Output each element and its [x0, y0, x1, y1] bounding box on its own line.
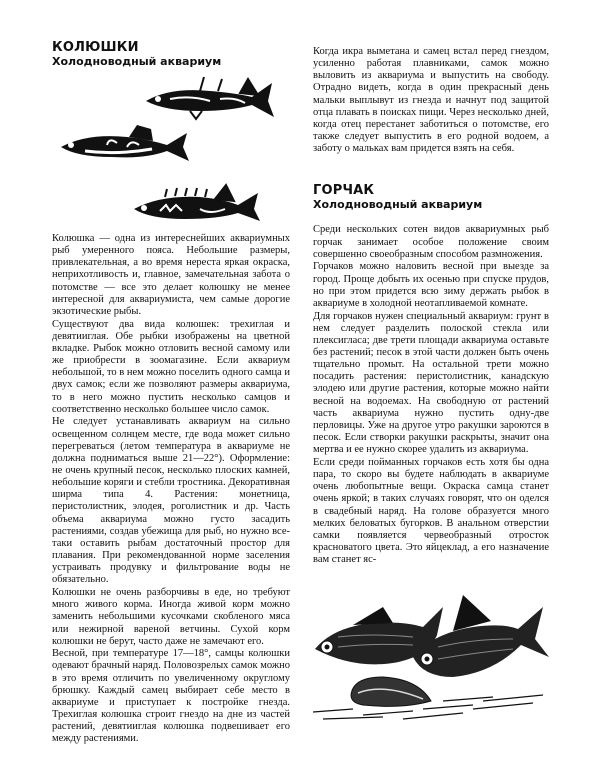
- paragraph: Для горчаков нужен специальный аквариум: грунт в нем следует разделить полоской стекла или плексигласа; две трети площади аквариума оставьте без растений; песок в этой части должен быть очень тщательно промыт. На остальной трети можно посадить растения: перистолистник, канадскую элодею или другие растения, которые можно найти весной на водоемах. На свободную от растений часть аквариума нужно пустить одну-две перловицы. Уже на другое утро ракушки зароются в песок. Если створки ракушки раскрыты, значит она мертва и ее нужно скорее удалить из аквариума.: [313, 310, 549, 456]
- stickleback-illustration: [52, 71, 290, 229]
- paragraph: Колюшка — одна из интереснейших аквариумных рыб умеренного пояса. Небольшие размеры, привлекательная, а во время нереста яркая окраска, неприхотливость и, главное, замечательная забота о потомстве — все это делает колюшку не менее интересной для аквариумиста, чем самые дорогие экзотические рыбы.: [52, 233, 290, 317]
- paragraph: Когда икра выметана и самец встал перед гнездом, усиленно работая плавниками, самок можно выловить из аквариума и выпустить на свободу. Отрадно видеть, когда в один прекрасный день мальки выплывут из гнезда и начнут под защитой отца плавать в поисках пищи. Через несколько дней, когда отец перестанет заботиться о потомстве, его также следует выпустить в его родной водоем, а заботу о мальках вам придется взять на себя.: [313, 46, 549, 155]
- section-title-bitterling: ГОРЧАК: [313, 183, 375, 199]
- bitterling-and-mussel-illustration: [313, 577, 549, 727]
- paragraph: Не следует устанавливать аквариум на сильно освещенном солнцем месте, где вода может сильно перегреваться (летом температура в аквариуме не должна подниматься выше 21—22°). Оформление: не очень крупный песок, несколько плоских камней, небольшие коряги и стебли тростника. Декоративная ширма типа 4. Растения: монетница, перистолистник, элодея, роголистник и др. Часть объема аквариума можно густо засадить растениями, создав убежища для рыб, но нужно все-таки оставить рыбам достаточный простор для плавания. При рекомендованной норме заселения устраивать продувку и фильтрование воды не обязательно.: [52, 416, 290, 586]
- paragraph: Существуют два вида колюшек: трехиглая и девятииглая. Обе рыбки изображены на цветной вкладке. Рыбок можно отловить весной самому или же приобрести в зоомагазине. Если аквариум небольшой, то в нем можно поселить одного самца и двух самок; если же позволяют размеры аквариума, то в него можно пустить несколько самцов и соответственно несколько большее число самок.: [52, 318, 290, 415]
- left-column: [52, 40, 290, 746]
- paragraph: Если среди пойманных горчаков есть хотя бы одна пара, то скоро вы будете наблюдать в аквариуме очень любопытные вещи. Окраска самца станет очень яркой; в таких случаях говорят, что он оделся в свадебный наряд. На голове образуется много мелких беловатых бугорков. В анальном отверстии самки появляется червеобразный отросток красноватого цвета. Это яйцеклад, а его назначение вам станет яс-: [313, 456, 549, 566]
- section-subtitle: Холодноводный аквариум: [52, 55, 222, 68]
- stickleback-fish-icon: [57, 123, 197, 168]
- right-column: [313, 46, 549, 731]
- section-subtitle: Холодноводный аквариум: [313, 198, 483, 212]
- stickleback-fish-icon: [130, 181, 270, 226]
- section-title-sticklebacks: КОЛЮШКИ: [52, 40, 139, 55]
- paragraph: Среди нескольких сотен видов аквариумных рыб горчак занимает особое положение своим совершенно своеобразным способом размножения.: [313, 224, 549, 260]
- paragraph: Горчаков можно наловить весной при выезде за город. Проще добыть их осенью при спуске прудов, но при этом придется всю зиму держать рыбок в аквариуме в холодной неотапливаемой комнате.: [313, 261, 549, 309]
- mussel-icon: [351, 677, 431, 706]
- paragraph: Колюшки не очень разборчивы в еде, но требуют много живого корма. Иногда живой корм можно заменить небольшими кусочками скобленого мяса или нежирной вареной ветчины. Сухой корм колюшки не берут, часто даже не замечают его.: [52, 587, 290, 647]
- paragraph: Весной, при температуре 17—18°, самцы колюшки одевают брачный наряд. Половозрелых самок можно в это время отличить по увеличенному округлому брюшку. Каждый самец выбирает себе место в аквариуме и приступает к постройке гнезда. Трехиглая колюшка строит гнездо на дне из частей растений, девятииглая колюшка подвешивает его между растениями.: [52, 648, 290, 745]
- stickleback-fish-icon: [140, 73, 280, 123]
- bitterling-section: [313, 183, 549, 566]
